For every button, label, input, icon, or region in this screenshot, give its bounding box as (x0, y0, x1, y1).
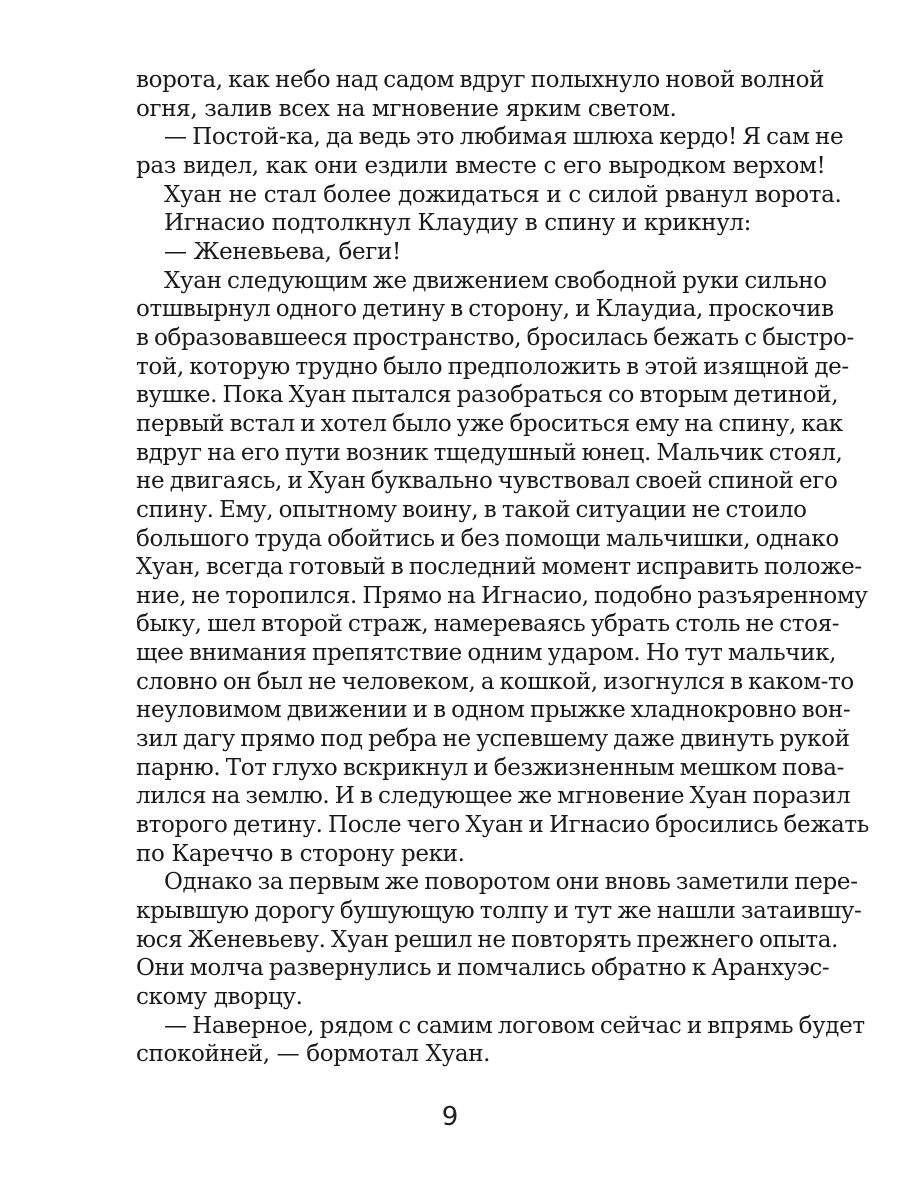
paragraph (136, 868, 862, 1011)
text-line: крывшую дорогу бушующую толпу и тут же нашли затаившу- (136, 898, 862, 925)
text-line: по Кареччо в сторону реки. (136, 840, 465, 867)
paragraph (136, 181, 842, 210)
text-line: огня, залив всех на мгновение ярким светом. (136, 95, 677, 122)
text-line: Хуан не стал более дожидаться и с силой рванул ворота. (164, 181, 842, 208)
text-line: неуловимом движении и в одном прыжке хладнокровно вон- (136, 697, 851, 724)
paragraph (136, 66, 825, 123)
text-line: парню. Тот глухо вскрикнул и безжизненным мешком пова- (136, 754, 845, 781)
text-line: первый встал и хотел было уже броситься ему на спину, как (136, 410, 843, 437)
text-line: той, которую трудно было предположить в этой изящной де- (136, 353, 849, 380)
text-line: вушке. Пока Хуан пытался разобраться со вторым детиной, (136, 382, 839, 409)
text-line: Они молча развернулись и помчались обратно к Аранхуэс- (136, 955, 830, 982)
text-line: — Постой-ка, да ведь это любимая шлюха кердо! Я сам не (164, 124, 844, 151)
text-line: спокойней, — бормотал Хуан. (136, 1041, 491, 1068)
page-body (136, 66, 869, 1069)
text-line: вдруг на его пути возник тщедушный юнец. Мальчик стоял, (136, 439, 843, 466)
text-line: Игнасио подтолкнул Клаудиу в спину и крикнул: (164, 210, 752, 237)
text-line: быку, шел второй страж, намереваясь убрать столь не стоя- (136, 611, 840, 638)
page-number: 9 (441, 1102, 459, 1132)
paragraph (136, 238, 782, 267)
text-line: отшвырнул одного детину в сторону, и Клаудиа, проскочив (136, 296, 834, 323)
text-line: второго детину. После чего Хуан и Игнасио бросились бежать (136, 812, 869, 839)
text-line: лился на землю. И в следующее же мгновение Хуан поразил (136, 783, 851, 810)
text-line: словно он был не человеком, а кошкой, изогнулся в каком-то (136, 668, 854, 695)
text-line: ние, не торопился. Прямо на Игнасио, подобно разъяренному (136, 582, 868, 609)
text-line: зил дагу прямо под ребра не успевшему даже двинуть рукой (136, 726, 850, 753)
text-line: ворота, как небо над садом вдруг полыхнуло новой волной (136, 67, 825, 93)
text-line: — Наверное, рядом с самим логовом сейчас и впрямь будет (164, 1012, 865, 1039)
text-line: щее внимания препятствие одним ударом. Но тут мальчик, (136, 640, 837, 667)
paragraph (136, 123, 844, 180)
text-line: большого труда обойтись и без помощи мальчишки, однако (136, 525, 839, 552)
paragraph (136, 209, 782, 238)
text-line: — Женевьева, беги! (164, 238, 401, 265)
text-line: Однако за первым же поворотом они вновь заметили пере- (164, 869, 858, 896)
text-line: Хуан следующим же движением свободной руки сильно (164, 267, 827, 294)
text-line: раз видел, как они ездили вместе с его выродком верхом! (136, 152, 826, 179)
text-line: юся Женевьеву. Хуан решил не повторять прежнего опыта. (136, 926, 839, 953)
text-line: в образовавшееся пространство, бросилась бежать с быстро- (136, 324, 854, 351)
text-line: скому дворцу. (136, 984, 303, 1010)
text-line: спину. Ему, опытному воину, в такой ситуации не стоило (136, 496, 807, 523)
text-line: Хуан, всегда готовый в последний момент исправить положе- (136, 554, 862, 581)
paragraph (136, 267, 869, 869)
text-line: не двигаясь, и Хуан буквально чувствовал своей спиной его (136, 468, 838, 495)
paragraph (136, 1012, 865, 1069)
